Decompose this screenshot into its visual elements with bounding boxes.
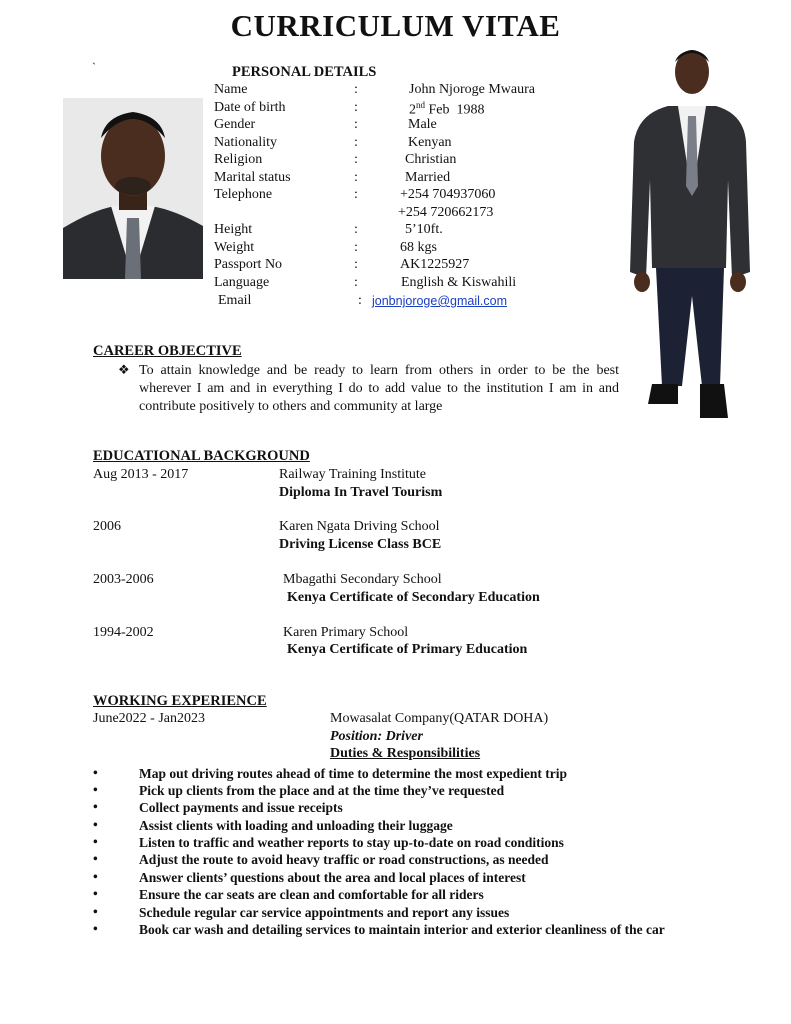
colon: : bbox=[354, 117, 358, 132]
colon: : bbox=[354, 257, 358, 272]
duty-text: Assist clients with loading and unloading their luggage bbox=[139, 818, 453, 833]
bullet-icon: • bbox=[93, 869, 98, 884]
education-award: Kenya Certificate of Secondary Education bbox=[287, 590, 540, 605]
colon: : bbox=[354, 170, 358, 185]
colon: : bbox=[354, 152, 358, 167]
education-school: Karen Primary School bbox=[283, 625, 409, 640]
duty-text: Answer clients’ questions about the area and local places of interest bbox=[139, 870, 526, 885]
duty-text: Schedule regular car service appointments and report any issues bbox=[139, 905, 510, 920]
working-experience-heading: WORKING EXPERIENCE bbox=[93, 693, 267, 709]
education-award: Kenya Certificate of Primary Education bbox=[287, 642, 528, 657]
duty-text: Adjust the route to avoid heavy traffic or road constructions, as needed bbox=[139, 852, 549, 867]
education-award: Diploma In Travel Tourism bbox=[279, 485, 443, 500]
label-name: Name bbox=[214, 82, 248, 97]
education-school: Railway Training Institute bbox=[279, 467, 426, 482]
value-dob bbox=[409, 100, 485, 119]
bullet-icon: • bbox=[93, 799, 98, 814]
career-objective-text: To attain knowledge and be ready to learn from others in order to be the best wherever I am and in everything I do to add value to the institution I am in and contribute positively to others and community at large bbox=[139, 363, 619, 414]
bullet-icon: • bbox=[93, 782, 98, 797]
value-nationality: Kenyan bbox=[408, 135, 452, 150]
experience-position: Position: Driver bbox=[330, 729, 423, 744]
colon: : bbox=[354, 100, 358, 115]
dob-suffix: nd bbox=[416, 100, 425, 110]
experience-date: June2022 - Jan2023 bbox=[93, 711, 205, 726]
bullet-icon: • bbox=[93, 921, 98, 936]
portrait-photo bbox=[63, 98, 203, 279]
education-date: 2006 bbox=[93, 519, 121, 534]
colon: : bbox=[354, 222, 358, 237]
bullet-icon: • bbox=[93, 765, 98, 780]
education-date: 1994-2002 bbox=[93, 625, 154, 640]
colon: : bbox=[354, 187, 358, 202]
duty-text: Map out driving routes ahead of time to determine the most expedient trip bbox=[139, 766, 567, 781]
colon: : bbox=[354, 82, 358, 97]
label-passport: Passport No bbox=[214, 257, 283, 272]
duties-heading: Duties & Responsibilities bbox=[330, 746, 481, 761]
value-marital-status: Married bbox=[405, 170, 451, 185]
value-weight: 68 kgs bbox=[400, 240, 437, 255]
education-school: Mbagathi Secondary School bbox=[283, 572, 442, 587]
label-telephone: Telephone bbox=[214, 187, 273, 202]
education-school: Karen Ngata Driving School bbox=[279, 519, 440, 534]
value-passport: AK1225927 bbox=[400, 257, 470, 272]
stray-mark: ` bbox=[92, 60, 96, 74]
label-religion: Religion bbox=[214, 152, 263, 167]
bullet-icon: • bbox=[93, 904, 98, 919]
value-email bbox=[372, 294, 507, 310]
value-height: 5’10ft. bbox=[405, 222, 443, 237]
diamond-bullet-icon: ❖ bbox=[118, 362, 130, 377]
bullet-icon: • bbox=[93, 886, 98, 901]
education-date: Aug 2013 - 2017 bbox=[93, 467, 189, 482]
education-date: 2003-2006 bbox=[93, 572, 154, 587]
bullet-icon: • bbox=[93, 851, 98, 866]
career-objective-heading: CAREER OBJECTIVE bbox=[93, 343, 242, 359]
label-email: Email bbox=[218, 293, 252, 308]
education-award: Driving License Class BCE bbox=[279, 537, 442, 552]
duty-text: Listen to traffic and weather reports to stay up-to-date on road conditions bbox=[139, 835, 564, 850]
colon: : bbox=[354, 135, 358, 150]
label-dob: Date of birth bbox=[214, 100, 286, 115]
label-nationality: Nationality bbox=[214, 135, 277, 150]
bullet-icon: • bbox=[93, 817, 98, 832]
bullet-icon: • bbox=[93, 834, 98, 849]
education-heading: EDUCATIONAL BACKGROUND bbox=[93, 448, 310, 464]
label-marital-status: Marital status bbox=[214, 170, 291, 185]
value-gender: Male bbox=[408, 117, 437, 132]
label-weight: Weight bbox=[214, 240, 255, 255]
full-length-photo bbox=[628, 46, 750, 424]
colon: : bbox=[354, 275, 358, 290]
value-telephone-2: +254 720662173 bbox=[398, 205, 494, 220]
label-language: Language bbox=[214, 275, 270, 290]
experience-company: Mowasalat Company(QATAR DOHA) bbox=[330, 711, 549, 726]
value-language: English & Kiswahili bbox=[401, 275, 517, 290]
email-link[interactable]: jonbnjoroge@gmail.com bbox=[372, 294, 507, 308]
duty-text: Book car wash and detailing services to maintain interior and exterior cleanliness of the car bbox=[139, 922, 665, 937]
value-name: John Njoroge Mwaura bbox=[409, 82, 535, 97]
document-title: CURRICULUM VITAE bbox=[230, 8, 561, 43]
dob-rest: Feb 1988 bbox=[425, 102, 485, 118]
colon: : bbox=[354, 240, 358, 255]
label-gender: Gender bbox=[214, 117, 256, 132]
personal-details-heading: PERSONAL DETAILS bbox=[232, 64, 377, 80]
colon: : bbox=[358, 293, 362, 308]
duty-text: Pick up clients from the place and at the time they’ve requested bbox=[139, 783, 505, 798]
dob-day: 2 bbox=[409, 102, 416, 118]
value-telephone-1: +254 704937060 bbox=[400, 187, 496, 202]
duty-text: Ensure the car seats are clean and comfortable for all riders bbox=[139, 887, 484, 902]
label-height: Height bbox=[214, 222, 253, 237]
value-religion: Christian bbox=[405, 152, 457, 167]
duty-text: Collect payments and issue receipts bbox=[139, 800, 343, 815]
